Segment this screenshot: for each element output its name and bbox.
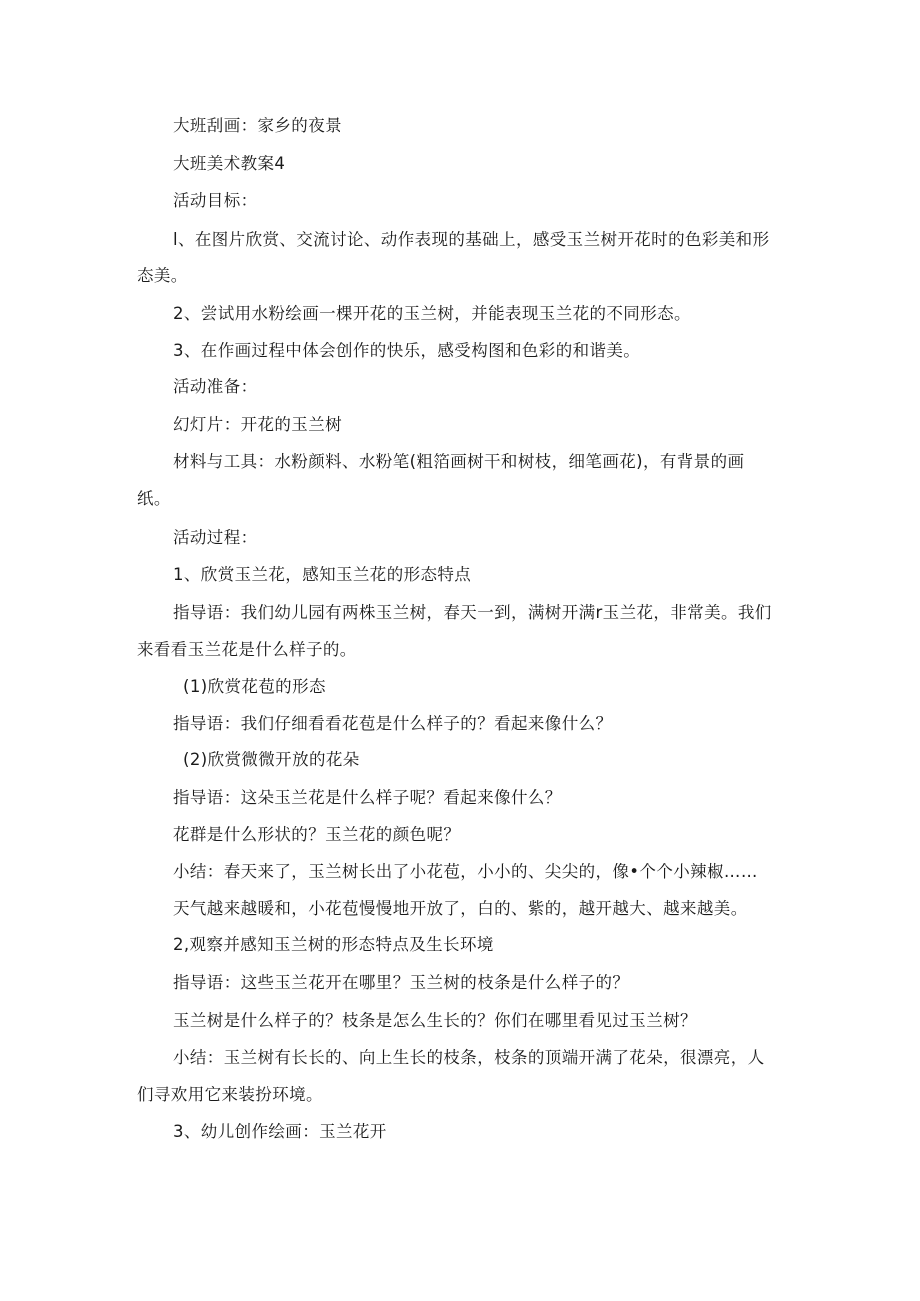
substep-2-guide: 指导语：这朵玉兰花是什么样子呢？看起来像什么？: [173, 788, 562, 807]
goal-1-cont: 态美。: [137, 266, 188, 285]
section-heading-preparation: 活动准备：: [173, 377, 258, 396]
summary-2: 小结：玉兰树有长长的、向上生长的枝条，枝条的顶端开满了花朵，很漂亮，人: [173, 1048, 765, 1067]
heading-lesson-title: 大班美术教案4: [173, 154, 286, 173]
substep-1: (1)欣赏花苞的形态: [183, 677, 326, 696]
goal-3: 3、在作画过程中体会创作的快乐，感受构图和色彩的和谐美。: [173, 341, 641, 360]
step-1-guide-cont: 来看看玉兰花是什么样子的。: [137, 640, 357, 659]
prep-slides: 幻灯片：开花的玉兰树: [173, 415, 342, 434]
prep-materials-cont: 纸。: [137, 489, 171, 508]
goal-1: l、在图片欣赏、交流讨论、动作表现的基础上，感受玉兰树开花时的色彩美和形: [173, 230, 770, 249]
section-heading-goals: 活动目标：: [173, 191, 258, 210]
substep-2: (2)欣赏微微开放的花朵: [183, 750, 360, 769]
step-3-title: 3、幼儿创作绘画：玉兰花开: [173, 1122, 387, 1141]
prep-materials: 材料与工具：水粉颜料、水粉笔(粗箔画树干和树枝，细笔画花)，有背景的画: [173, 452, 745, 471]
section-heading-process: 活动过程：: [173, 528, 258, 547]
step-2-guide: 指导语：这些玉兰花开在哪里？玉兰树的枝条是什么样子的？: [173, 973, 630, 992]
substep-1-guide: 指导语：我们仔细看看花苞是什么样子的？看起来像什么？: [173, 714, 613, 733]
step-2-question: 玉兰树是什么样子的？枝条是怎么生长的？你们在哪里看见过玉兰树？: [173, 1011, 697, 1030]
summary-1-cont: 天气越来越暖和，小花苞慢慢地开放了，白的、紫的，越开越大、越来越美。: [173, 899, 748, 918]
heading-previous-lesson: 大班刮画：家乡的夜景: [173, 116, 342, 135]
step-1-guide: 指导语：我们幼儿园有两株玉兰树，春天一到，满树开满r玉兰花，非常美。我们: [173, 603, 772, 622]
summary-2-cont: 们寻欢用它来装扮环境。: [137, 1085, 323, 1104]
goal-2: 2、尝试用水粉绘画一棵开花的玉兰树，并能表现玉兰花的不同形态。: [173, 304, 691, 323]
step-2-title: 2,观察并感知玉兰树的形态特点及生长环境: [173, 935, 494, 954]
step-1-title: 1、欣赏玉兰花，感知玉兰花的形态特点: [173, 565, 472, 584]
summary-1: 小结：春天来了，玉兰树长出了小花苞，小小的、尖尖的，像•个个小辣椒……: [173, 862, 758, 881]
substep-2-question: 花群是什么形状的？玉兰花的颜色呢？: [173, 825, 461, 844]
